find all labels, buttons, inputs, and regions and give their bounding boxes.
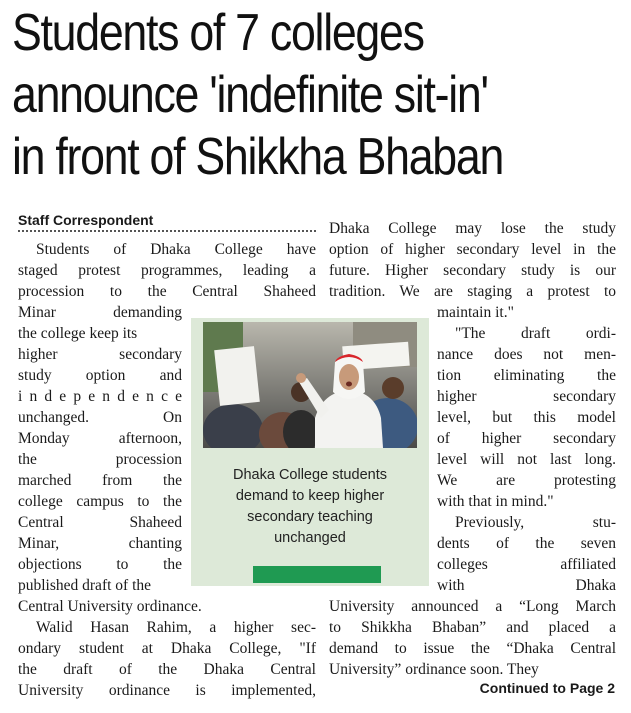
body-line: unchanged. On <box>18 409 182 426</box>
body-line: objections to the <box>18 556 182 573</box>
body-line: Minar demanding <box>18 304 182 321</box>
headline-line: announce 'indefinite sit-in' <box>12 66 488 124</box>
body-line: with that in mind." <box>437 493 554 510</box>
headline <box>12 2 623 188</box>
body-line: of higher secondary <box>437 430 616 447</box>
body-line: Walid Hasan Rahim, a higher sec- <box>36 619 316 636</box>
body-line: University ordinance is implemented, <box>18 682 316 699</box>
photo-panel <box>191 318 429 586</box>
caption-line: secondary teaching <box>247 509 373 525</box>
body-line: future. Higher secondary study is our <box>329 262 616 279</box>
body-line: "The draft ordi- <box>455 325 616 342</box>
body-line: maintain it." <box>437 304 514 321</box>
body-line: Central Shaheed <box>18 514 182 531</box>
body-line: tion eliminating the <box>437 367 616 384</box>
body-line: University” ordinance soon. They <box>329 661 539 678</box>
body-line: higher secondary <box>437 388 616 405</box>
body-line: Previously, stu- <box>455 514 616 531</box>
caption-line: unchanged <box>274 530 346 546</box>
body-line: with Dhaka <box>437 577 616 594</box>
body-line: Central University ordinance. <box>18 598 202 615</box>
byline: Staff Correspondent <box>18 212 316 232</box>
body-line: colleges affiliated <box>437 556 616 573</box>
body-line: staged protest programmes, leading a <box>18 262 316 279</box>
body-line: i n d e p e n d e n c e <box>18 388 182 405</box>
body-line: the draft of the Dhaka Central <box>18 661 316 678</box>
body-line: college campus to the <box>18 493 182 510</box>
body-line: Monday afternoon, <box>18 430 182 447</box>
body-line: to Shikkha Bhaban” and placed a <box>329 619 616 636</box>
body-line: tradition. We are staging a protest to <box>329 283 616 300</box>
body-line: published draft of the <box>18 577 152 594</box>
caption-line: Dhaka College students <box>233 467 387 483</box>
body-line: level will not last long. <box>437 451 616 468</box>
headline-line: in front of Shikkha Bhaban <box>12 128 504 186</box>
body-line: higher secondary <box>18 346 182 363</box>
continued-link[interactable]: Continued to Page 2 <box>479 680 615 696</box>
body-line: procession to the Central Shaheed <box>18 283 316 300</box>
body-line: study option and <box>18 367 182 384</box>
body-line: University announced a “Long March <box>329 598 616 615</box>
body-line: Dhaka College may lose the study <box>329 220 616 237</box>
headline-line: Students of 7 colleges <box>12 4 424 62</box>
body-line: the college keep its <box>18 325 138 342</box>
body-line: option of higher secondary level in the <box>329 241 616 258</box>
protest-photo <box>203 322 417 448</box>
body-line: We are protesting <box>437 472 616 489</box>
caption-line: demand to keep higher <box>235 488 385 504</box>
accent-bar <box>253 566 381 583</box>
protest-photo-illustration <box>203 322 417 448</box>
body-line: ondary student at Dhaka College, "If <box>18 640 316 657</box>
photo-caption <box>199 465 421 549</box>
body-line: marched from the <box>18 472 182 489</box>
body-line: Minar, chanting <box>18 535 182 552</box>
body-line: demand to issue the “Dhaka Central <box>329 640 616 657</box>
body-line: dents of the seven <box>437 535 616 552</box>
body-line: Students of Dhaka College have <box>36 241 316 258</box>
body-line: level, but this model <box>437 409 616 426</box>
body-line: the procession <box>18 451 182 468</box>
body-line: nance does not men- <box>437 346 616 363</box>
